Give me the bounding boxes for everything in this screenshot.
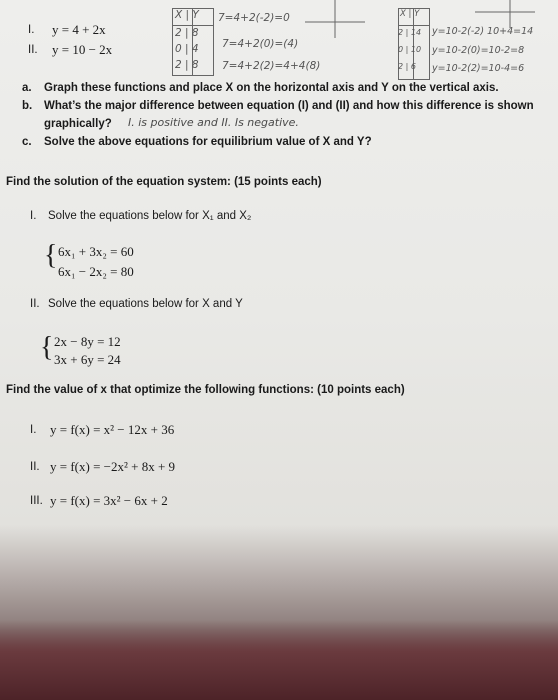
handwritten-note: y=10-2(0)=10-2=8 (432, 45, 525, 56)
table2-header: X | Y (400, 9, 420, 19)
table1-row: 2 | 8 (175, 27, 199, 39)
eq1: y = 4 + 2x (52, 22, 106, 37)
system1-eq1: 6x₁ + 3x₂ = 60 (58, 244, 134, 259)
eq2-number: II. (28, 44, 38, 56)
func-3: y = f(x) = 3x² − 6x + 2 (50, 493, 168, 508)
table2-row: 0 | 10 (398, 45, 422, 54)
table1-row: 0 | 4 (175, 43, 199, 55)
table2-row: 2 | 14 (398, 28, 422, 37)
table2-row: 2 | 6 (398, 62, 416, 71)
handwritten-note: 7=4+2(-2)=0 (218, 12, 290, 24)
item-c-label: c. (22, 136, 32, 148)
brace-icon: { (44, 240, 58, 271)
item-b-text-cont: graphically? (44, 118, 112, 130)
item-c-text: Solve the above equations for equilibrium value of X and Y? (44, 136, 372, 148)
item-b-label: b. (22, 100, 33, 112)
func-1-label: I. (30, 424, 37, 436)
handwritten-note: y=10-2(2)=10-4=6 (432, 63, 525, 74)
sub-ii-label: II. (30, 298, 40, 310)
table1-header: X | Y (175, 9, 199, 21)
eq1-number: I. (28, 24, 35, 36)
sub-i-label: I. (30, 210, 37, 222)
table-surface (0, 620, 558, 700)
handwritten-graph-sketch (300, 0, 370, 40)
func-3-label: III. (30, 495, 43, 507)
handwritten-note: 7=4+2(0)=(4) (222, 38, 299, 50)
sub-i-text: Solve the equations below for X₁ and X₂ (48, 210, 252, 222)
system2-eq1: 2x − 8y = 12 (54, 334, 121, 349)
item-a-label: a. (22, 82, 32, 94)
handwritten-note: 7=4+2(2)=4+4(8) (222, 60, 321, 72)
func-2: y = f(x) = −2x² + 8x + 9 (50, 459, 176, 474)
table1-row: 2 | 8 (175, 59, 199, 71)
sub-ii-text: Solve the equations below for X and Y (48, 298, 243, 310)
func-2-label: II. (30, 461, 40, 473)
handwritten-note: y=10-2(-2) 10+4=14 (432, 26, 534, 37)
item-b-text: What’s the major difference between equation (I) and (II) and how this difference is shown (44, 100, 534, 112)
item-a-text: Graph these functions and place X on the horizontal axis and Y on the vertical axis. (44, 82, 499, 94)
section-heading-optimize: Find the value of x that optimize the following functions: (10 points each) (6, 384, 405, 396)
system1-eq2: 6x₁ − 2x₂ = 80 (58, 264, 134, 279)
handwritten-answer-b: I. is positive and II. Is negative. (128, 116, 299, 129)
system2-eq2: 3x + 6y = 24 (54, 352, 121, 367)
eq2: y = 10 − 2x (52, 42, 113, 57)
section-heading-equation-system: Find the solution of the equation system: (15 points each) (6, 176, 322, 188)
brace-icon: { (40, 332, 54, 363)
func-1: y = f(x) = x² − 12x + 36 (50, 422, 175, 437)
